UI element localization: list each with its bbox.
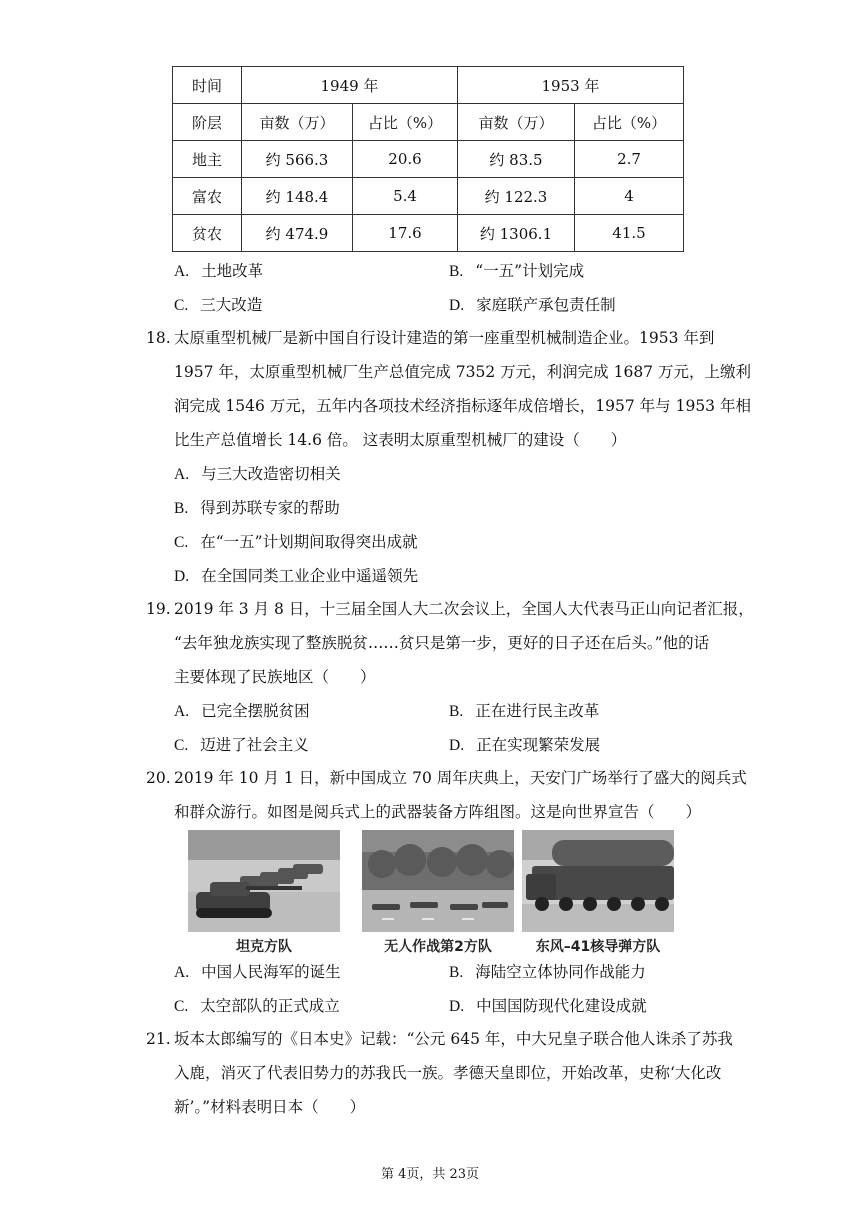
table-cell: 41.5 xyxy=(575,215,684,252)
tank-photo-caption: 坦克方队 xyxy=(236,939,292,955)
land-distribution-table xyxy=(172,66,684,252)
question-number: 20. xyxy=(146,769,171,787)
question-text-line: 坂本太郎编写的《日本史》记载：“公元 645 年，中大兄皇子联合他人诛杀了苏我 xyxy=(174,1030,733,1048)
table-cell: 2.7 xyxy=(575,141,684,178)
q19-option-d[interactable]: D. 正在实现繁荣发展 xyxy=(449,736,601,754)
question-number: 19. xyxy=(146,600,171,618)
q19-option-c[interactable]: C. 迈进了社会主义 xyxy=(174,736,309,754)
missile-photo-caption: 东风–41核导弹方队 xyxy=(535,939,661,955)
table-row xyxy=(173,141,684,178)
table-cell: 约 122.3 xyxy=(458,178,575,215)
table-subheader-row xyxy=(173,104,684,141)
table-cell: 5.4 xyxy=(353,178,458,215)
table-cell: 17.6 xyxy=(353,215,458,252)
drone-formation-photo xyxy=(362,830,514,932)
q17-option-a[interactable]: A. 土地改革 xyxy=(174,262,264,280)
q19-option-a[interactable]: A. 已完全摆脱贫困 xyxy=(174,702,310,720)
q20-option-d[interactable]: D. 中国国防现代化建设成就 xyxy=(449,997,647,1015)
table-cell: 20.6 xyxy=(353,141,458,178)
table-cell: 约 148.4 xyxy=(242,178,353,215)
question-text-line: “去年独龙族实现了整族脱贫……贫只是第一步，更好的日子还在后头。”他的话 xyxy=(174,634,710,652)
tank-formation-photo xyxy=(188,830,340,932)
table-header-row xyxy=(173,67,684,104)
table-header-cell: 占比（%） xyxy=(575,104,684,141)
q17-option-c[interactable]: C. 三大改造 xyxy=(174,296,263,314)
q18-option-d[interactable]: D. 在全国同类工业企业中遥遥领先 xyxy=(174,567,419,585)
drone-photo-caption: 无人作战第2方队 xyxy=(384,939,492,955)
q18-option-b[interactable]: B. 得到苏联专家的帮助 xyxy=(174,499,340,517)
table-header-cell: 亩数（万） xyxy=(458,104,575,141)
q17-option-b[interactable]: B. “一五”计划完成 xyxy=(449,262,585,280)
table-cell: 约 474.9 xyxy=(242,215,353,252)
table-cell: 贫农 xyxy=(173,215,242,252)
question-text-line: 2019 年 3 月 8 日，十三届全国人大二次会议上，全国人大代表马正山向记者汇报， xyxy=(174,600,754,618)
table-header-cell: 时间 xyxy=(173,67,242,104)
q20-option-a[interactable]: A. 中国人民海军的诞生 xyxy=(174,963,341,981)
question-text-line: 2019 年 10 月 1 日，新中国成立 70 周年庆典上，天安门广场举行了盛大的阅兵式 xyxy=(174,769,747,787)
table-row xyxy=(173,215,684,252)
question-text-line: 新’。”材料表明日本（ ） xyxy=(174,1098,366,1116)
question-text-line: 1957 年，太原重型机械厂生产总值完成 7352 万元，利润完成 1687 万元，上缴利 xyxy=(174,363,751,381)
table-cell: 约 1306.1 xyxy=(458,215,575,252)
question-text-line: 入鹿，消灭了代表旧势力的苏我氏一族。孝德天皇即位，开始改革，史称‘大化改 xyxy=(174,1064,722,1082)
table-header-cell: 亩数（万） xyxy=(242,104,353,141)
q20-option-b[interactable]: B. 海陆空立体协同作战能力 xyxy=(449,963,646,981)
question-text-line: 和群众游行。如图是阅兵式上的武器装备方阵组图。这是向世界宣告（ ） xyxy=(174,803,702,821)
table-header-cell: 阶层 xyxy=(173,104,242,141)
q18-option-c[interactable]: C. 在“一五”计划期间取得突出成就 xyxy=(174,533,418,551)
missile-formation-photo xyxy=(522,830,674,932)
question-number: 21. xyxy=(146,1030,171,1048)
question-text-line: 太原重型机械厂是新中国自行设计建造的第一座重型机械制造企业。1953 年到 xyxy=(174,329,715,347)
q18-option-a[interactable]: A. 与三大改造密切相关 xyxy=(174,465,341,483)
q20-option-c[interactable]: C. 太空部队的正式成立 xyxy=(174,997,340,1015)
parade-photo-group xyxy=(188,830,674,958)
question-text-line: 主要体现了民族地区（ ） xyxy=(174,668,376,686)
q19-option-b[interactable]: B. 正在进行民主改革 xyxy=(449,702,600,720)
question-text-line: 润完成 1546 万元，五年内各项技术经济指标逐年成倍增长，1957 年与 1953 年相 xyxy=(174,397,751,415)
page-footer: 第 4页，共 23页 xyxy=(380,1167,480,1182)
table-header-cell: 1949 年 xyxy=(242,67,458,104)
q17-option-d[interactable]: D. 家庭联产承包责任制 xyxy=(449,296,616,314)
table-cell: 地主 xyxy=(173,141,242,178)
table-row xyxy=(173,178,684,215)
table-cell: 富农 xyxy=(173,178,242,215)
table-cell: 4 xyxy=(575,178,684,215)
question-text-line: 比生产总值增长 14.6 倍。 这表明太原重型机械厂的建设（ ） xyxy=(174,431,627,449)
question-number: 18. xyxy=(146,329,171,347)
table-header-cell: 占比（%） xyxy=(353,104,458,141)
table-header-cell: 1953 年 xyxy=(458,67,684,104)
table-cell: 约 83.5 xyxy=(458,141,575,178)
table-cell: 约 566.3 xyxy=(242,141,353,178)
